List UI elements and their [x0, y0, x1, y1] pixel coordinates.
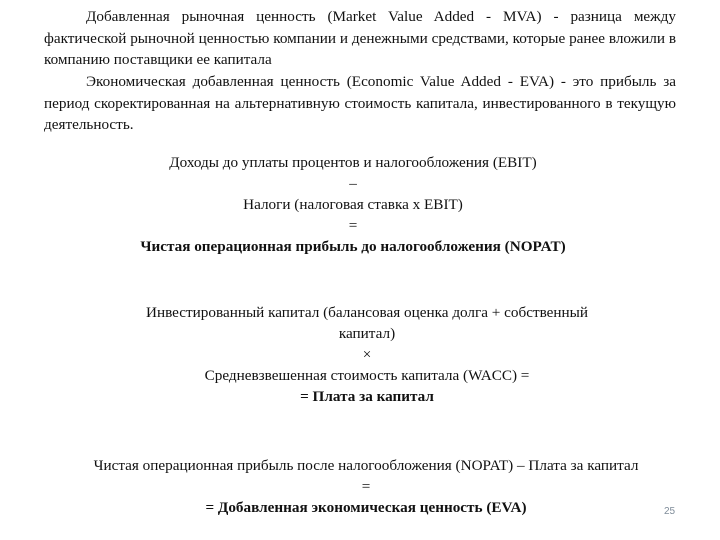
invested-capital-line-1: Инвестированный капитал (балансовая оценка долга + собственный [146, 304, 588, 321]
eva-definition-text: Экономическая добавленная ценность (Economic Value Added - EVA) - это прибыль за период скоректированная на альтернативную стоимость капитала, инвестированного в текущую деятельность. [44, 73, 676, 133]
mva-definition-text: Добавленная рыночная ценность (Market Value Added - MVA) - разница между фактической рыночной ценностью компании и денежными средствами, которые ранее вложили в компанию поставщики ее капитала [44, 8, 676, 68]
ebit-line: Доходы до уплаты процентов и налогообложения (EBIT) [169, 154, 537, 171]
capital-charge-result: = Плата за капитал [300, 388, 434, 405]
page-number: 25 [664, 506, 676, 517]
nopat-formula [0, 152, 720, 257]
invested-capital-line-2: капитал) [338, 325, 396, 342]
mva-definition-paragraph [44, 6, 676, 71]
eva-result: = Добавленная экономическая ценность (EVA) [205, 499, 527, 516]
wacc-line: Средневзвешенная стоимость капитала (WACC) = [204, 367, 530, 384]
times-operator: × [362, 346, 372, 363]
eva-expression: Чистая операционная прибыль после налогообложения (NOPAT) – Плата за капитал [93, 457, 639, 474]
eva-equals-operator: = [361, 478, 371, 495]
eva-definition-paragraph [44, 71, 676, 136]
nopat-result: Чистая операционная прибыль до налогообложения (NOPAT) [140, 238, 566, 255]
taxes-line: Налоги (налоговая ставка x EBIT) [243, 196, 463, 213]
equals-operator: = [348, 217, 358, 234]
capital-charge-formula [0, 302, 720, 407]
minus-operator: – [349, 175, 357, 192]
eva-formula [0, 455, 720, 518]
